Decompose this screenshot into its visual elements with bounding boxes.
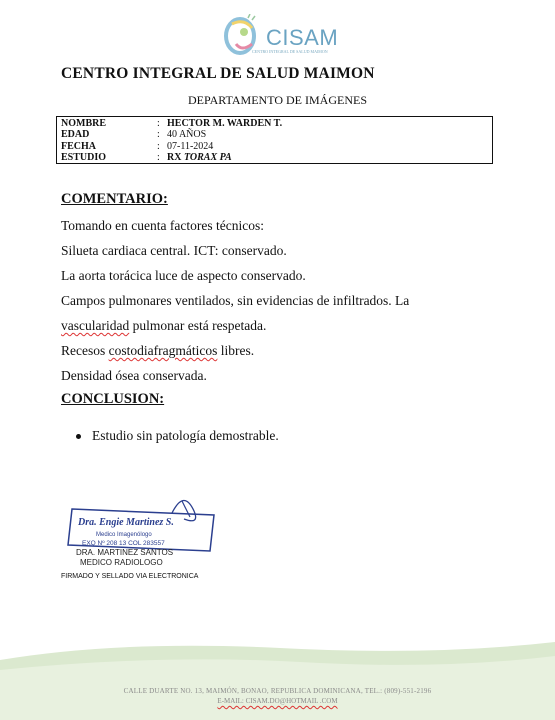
stamp-name: Dra. Engie Martinez S. <box>78 517 174 528</box>
document-title: CENTRO INTEGRAL DE SALUD MAIMON <box>61 65 375 82</box>
doctor-role: MEDICO RADIOLOGO <box>80 558 163 567</box>
logo-subtext: CENTRO INTEGRAL DE SALUD MAIMON <box>252 49 328 54</box>
comentario-line: La aorta torácica luce de aspecto conservado. <box>61 268 306 283</box>
comentario-line: Densidad ósea conservada. <box>61 368 207 383</box>
stamp-title: Medico Imagenólogo <box>96 532 152 538</box>
study-type-prefix: RX <box>167 151 182 163</box>
electronic-signature-note: FIRMADO Y SELLADO VIA ELECTRONICA <box>61 573 199 580</box>
conclusion-text: Estudio sin patología demostrable. <box>92 428 279 443</box>
spellcheck-word: vascularidad <box>61 318 130 333</box>
info-row-estudio <box>61 152 492 163</box>
conclusion-item <box>76 428 279 444</box>
info-colon: : <box>157 129 160 141</box>
footer-email-text: E-MAIL: CISAM.DO@HOTMAIL .COM <box>217 697 338 705</box>
line-text: pulmonar está respetada. <box>129 318 267 333</box>
footer-wave <box>0 640 555 720</box>
study-date: 07-11-2024 <box>167 140 214 152</box>
line-text: libres. <box>217 343 255 358</box>
comentario-line <box>61 343 254 359</box>
comentario-line: Campos pulmonares ventilados, sin evidencias de infiltrados. La <box>61 293 410 308</box>
patient-name: HECTOR M. WARDEN T. <box>167 118 283 129</box>
info-colon: : <box>157 151 160 163</box>
comentario-line: Tomando en cuenta factores técnicos: <box>61 218 264 233</box>
comentario-line <box>61 318 266 334</box>
info-label: EDAD <box>61 129 90 141</box>
info-colon: : <box>157 118 160 129</box>
spellcheck-word: costodiafragmáticos <box>108 343 218 358</box>
info-row-fecha <box>61 141 492 152</box>
info-row-edad <box>61 129 492 140</box>
department-name: DEPARTAMENTO DE IMÁGENES <box>188 93 367 107</box>
info-label: FECHA <box>61 140 96 152</box>
cisam-logo <box>222 14 342 60</box>
line-text: Recesos <box>61 343 109 358</box>
doctor-name: DRA. MARTINEZ SANTOS <box>76 548 174 557</box>
footer-address: CALLE DUARTE NO. 13, MAIMÓN, BONAO, REPUBLICA DOMINICANA, TEL.: (809)-551-2196 <box>123 687 432 695</box>
info-colon: : <box>157 140 160 152</box>
signature-stamp <box>66 495 216 555</box>
conclusion-heading: CONCLUSION: <box>61 391 165 407</box>
logo-wordmark: CISAM <box>266 25 339 50</box>
stamp-ids: EXQ Nº 208 13 COL 283557 <box>82 540 165 547</box>
study-type <box>167 152 492 163</box>
info-label: NOMBRE <box>61 118 106 129</box>
info-row-nombre <box>61 118 492 129</box>
comentario-heading: COMENTARIO: <box>61 191 168 207</box>
comentario-line: Silueta cardiaca central. ICT: conservado. <box>61 243 287 258</box>
doctor-signature-block <box>76 548 173 568</box>
info-label: ESTUDIO <box>61 151 107 163</box>
patient-age: 40 AÑOS <box>167 129 207 141</box>
patient-info-box <box>56 116 493 164</box>
footer-email <box>0 697 555 705</box>
bullet-icon <box>76 434 81 439</box>
study-type-suffix: TORAX PA <box>183 151 232 163</box>
